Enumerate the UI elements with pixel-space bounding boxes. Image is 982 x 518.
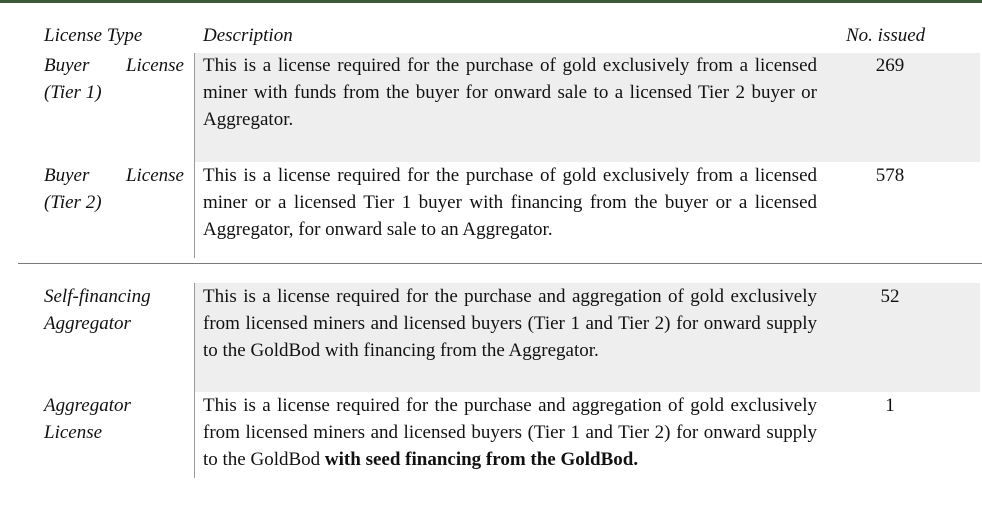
description-aggregator-license: This is a license required for the purchase and aggregation of gold exclusively from licensed miners and licensed buyers (Tier 1 and Tier 2) for onward supply to the GoldBod with seed financing from the GoldBod. <box>203 395 817 470</box>
top-border <box>0 0 982 3</box>
license-type-buyer-tier-2: Buyer License (Tier 2) <box>44 165 184 213</box>
header-description: Description <box>203 25 293 46</box>
issued-buyer-tier-2: 578 <box>875 165 905 186</box>
issued-aggregator-license: 1 <box>885 395 895 416</box>
issued-buyer-tier-1: 269 <box>875 55 905 76</box>
description-buyer-tier-1: This is a license required for the purchase of gold exclusively from a licensed miner with funds from the buyer for onward sale to a licensed Tier 2 buyer or Aggregator. <box>203 55 817 130</box>
column-divider-upper <box>194 53 195 258</box>
description-emphasis: with seed financing from the GoldBod. <box>324 449 639 470</box>
column-divider-lower <box>194 283 195 478</box>
section-divider <box>18 263 982 264</box>
header-no-issued: No. issued <box>846 25 926 46</box>
header-license-type: License Type <box>44 25 143 46</box>
license-type-self-financing-aggregator: Self-financing Aggregator <box>44 286 151 334</box>
description-self-financing-aggregator: This is a license required for the purchase and aggregation of gold exclusively from licensed miners and licensed buyers (Tier 1 and Tier 2) for onward supply to the GoldBod with financing from the Aggregator. <box>203 286 817 361</box>
license-type-buyer-tier-1: Buyer License (Tier 1) <box>44 55 184 103</box>
issued-self-financing-aggregator: 52 <box>880 286 900 307</box>
description-buyer-tier-2: This is a license required for the purchase of gold exclusively from a licensed miner or a licensed Tier 1 buyer with financing from the buyer or a licensed Aggregator, for onward sale to an Aggregator. <box>203 165 817 240</box>
license-type-aggregator-license: Aggregator License <box>44 395 131 443</box>
